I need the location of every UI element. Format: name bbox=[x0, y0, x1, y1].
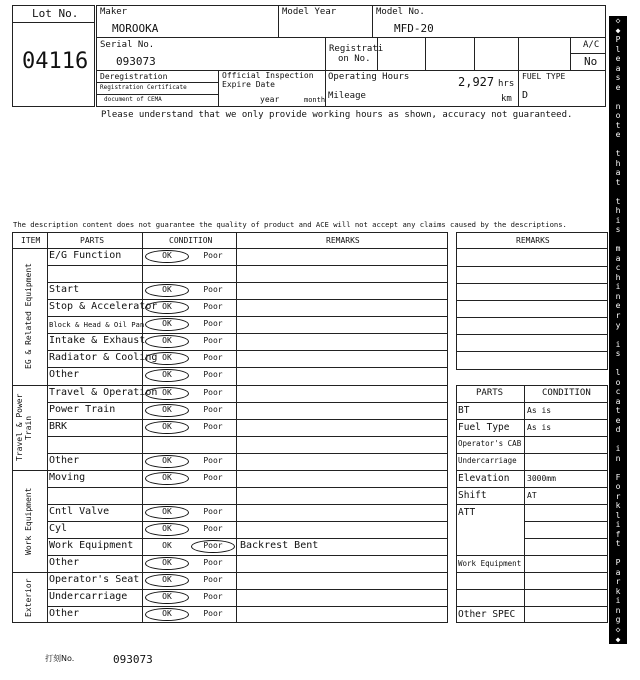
poor-option: Poor bbox=[191, 540, 235, 553]
ok-option: OK bbox=[145, 369, 189, 382]
spec-condition: As is bbox=[527, 423, 552, 432]
operating-hours-value: 2,927 bbox=[458, 75, 495, 89]
spec-condition: 3000mm bbox=[527, 474, 556, 483]
parts-header: PARTS bbox=[80, 236, 105, 245]
row-part: Other bbox=[49, 369, 80, 380]
registration-certificate-label: Registration Certificate bbox=[100, 84, 187, 91]
registration-label-2: on No. bbox=[338, 54, 371, 64]
poor-option: Poor bbox=[203, 609, 223, 618]
registration-label: Registrati bbox=[329, 44, 384, 54]
poor-option: Poor bbox=[203, 302, 223, 311]
year-label: year bbox=[260, 95, 280, 104]
spec-condition: As is bbox=[527, 406, 552, 415]
spec-part: Work Equipment bbox=[458, 559, 522, 568]
spec-parts-header: PARTS bbox=[476, 388, 504, 398]
serial-no-label: Serial No. bbox=[100, 40, 155, 50]
spec-condition: AT bbox=[527, 491, 537, 500]
ok-option: OK bbox=[145, 335, 189, 348]
ok-option: OK bbox=[145, 557, 189, 570]
km-unit: km bbox=[501, 94, 512, 104]
ok-option: OK bbox=[145, 404, 189, 417]
row-part: Other bbox=[49, 557, 80, 568]
spec-part: Other SPEC bbox=[458, 609, 516, 620]
section-eg: EG & Related Equipment bbox=[24, 263, 33, 370]
poor-option: Poor bbox=[203, 370, 223, 379]
maker-label: Maker bbox=[100, 7, 128, 17]
ok-option: OK bbox=[145, 472, 189, 485]
model-no-value: MFD-20 bbox=[394, 22, 434, 35]
row-part: Cyl bbox=[49, 523, 68, 534]
ok-option: OK bbox=[145, 455, 189, 468]
poor-option: Poor bbox=[203, 388, 223, 397]
ok-option: OK bbox=[145, 250, 189, 263]
poor-option: Poor bbox=[203, 507, 223, 516]
cema-label: document of CEMA bbox=[104, 96, 162, 103]
row-part: Other bbox=[49, 455, 80, 466]
ok-option: OK bbox=[145, 301, 189, 314]
poor-option: Poor bbox=[203, 353, 223, 362]
row-part: Undercarriage bbox=[49, 591, 128, 602]
inspection-label-2: Expire Date bbox=[222, 80, 275, 89]
ok-option: OK bbox=[145, 421, 189, 434]
ac-label: A/C bbox=[583, 40, 600, 50]
ok-option: OK bbox=[145, 506, 189, 519]
spec-part: Fuel Type bbox=[458, 422, 510, 433]
ok-option: OK bbox=[145, 523, 189, 536]
poor-option: Poor bbox=[203, 285, 223, 294]
row-part: Block & Head & Oil Pan bbox=[49, 320, 145, 329]
ok-option: OK bbox=[145, 591, 189, 604]
poor-option: Poor bbox=[203, 336, 223, 345]
inspection-label: Official Inspection bbox=[222, 71, 314, 80]
mileage-label: Mileage bbox=[328, 91, 366, 101]
spec-condition-header: CONDITION bbox=[542, 388, 591, 398]
month-label: month bbox=[304, 96, 326, 104]
stamp-no: 093073 bbox=[113, 653, 153, 666]
row-part: Start bbox=[49, 284, 80, 295]
remarks-header: REMARKS bbox=[326, 236, 360, 245]
ok-option: OK bbox=[145, 352, 189, 365]
section-work: Work Equipment bbox=[24, 487, 33, 555]
poor-option: Poor bbox=[203, 524, 223, 533]
hrs-unit: hrs bbox=[498, 79, 515, 89]
spec-part: Operator's CAB bbox=[458, 439, 522, 448]
stamp-label: 打刻No. bbox=[45, 654, 75, 663]
poor-option: Poor bbox=[203, 456, 223, 465]
spec-part: Shift bbox=[458, 490, 487, 501]
row-part: Cntl Valve bbox=[49, 506, 110, 517]
row-part: Radiator & Cooling bbox=[49, 352, 158, 363]
hours-note: Please understand that we only provide working hours as shown, accuracy not guaranteed. bbox=[101, 110, 573, 120]
spec-part: Undercarriage bbox=[458, 456, 517, 465]
spec-part: BT bbox=[458, 405, 470, 416]
spec-part: Elevation bbox=[458, 473, 510, 484]
poor-option: Poor bbox=[203, 405, 223, 414]
maker-value: MOROOKA bbox=[112, 22, 159, 35]
section-travel: Travel & Power Train bbox=[15, 393, 33, 462]
poor-option: Poor bbox=[203, 422, 223, 431]
ok-option: OK bbox=[145, 387, 189, 400]
row-part: Travel & Operation bbox=[49, 387, 158, 398]
ok-option: OK bbox=[145, 574, 189, 587]
condition-header: CONDITION bbox=[169, 236, 213, 245]
spec-part: ATT bbox=[458, 507, 476, 518]
row-part: Power Train bbox=[49, 404, 116, 415]
fuel-type-value: D bbox=[522, 90, 529, 101]
lot-no-label: Lot No. bbox=[32, 7, 79, 20]
fuel-type-label: FUEL TYPE bbox=[522, 72, 566, 81]
section-exterior: Exterior bbox=[24, 578, 33, 617]
operating-hours-label: Operating Hours bbox=[328, 72, 410, 82]
ac-value: No bbox=[584, 55, 598, 68]
row-part: Moving bbox=[49, 472, 86, 483]
poor-option: Poor bbox=[203, 592, 223, 601]
row-part: BRK bbox=[49, 421, 68, 432]
row-part: Stop & Accelerator bbox=[49, 301, 158, 312]
row-part: Work Equipment bbox=[49, 540, 134, 551]
serial-no-value: 093073 bbox=[116, 55, 156, 68]
right-remarks-header: REMARKS bbox=[516, 236, 550, 245]
row-part: Other bbox=[49, 608, 80, 619]
side-note-banner: ◇ ◆ P l e a s e n o t e t h a t t h i s m a c h i n e r y i s l o c a t e d i n F o r k l i f t P a r k i n g ◇ ◆ bbox=[609, 16, 627, 644]
row-remark: Backrest Bent bbox=[240, 540, 319, 551]
ok-option: OK bbox=[145, 284, 189, 297]
disclaimer: The description content does not guarantee the quality of product and ACE will not accept any claims caused by the descriptions. bbox=[13, 220, 567, 229]
ok-option: OK bbox=[145, 608, 189, 621]
row-part: E/G Function bbox=[49, 250, 122, 261]
poor-option: Poor bbox=[203, 473, 223, 482]
lot-no-value: 04116 bbox=[22, 49, 89, 74]
model-year-label: Model Year bbox=[282, 7, 337, 17]
poor-option: Poor bbox=[203, 558, 223, 567]
poor-option: Poor bbox=[203, 319, 223, 328]
deregistration-label: Deregistration bbox=[100, 72, 168, 81]
row-part: Operator's Seat bbox=[49, 574, 140, 585]
poor-option: Poor bbox=[203, 251, 223, 260]
model-no-label: Model No. bbox=[376, 7, 425, 17]
row-part: Intake & Exhaust bbox=[49, 335, 146, 346]
poor-option: Poor bbox=[203, 575, 223, 584]
ok-option: OK bbox=[162, 541, 172, 550]
ok-option: OK bbox=[145, 318, 189, 331]
item-header: ITEM bbox=[21, 236, 41, 245]
